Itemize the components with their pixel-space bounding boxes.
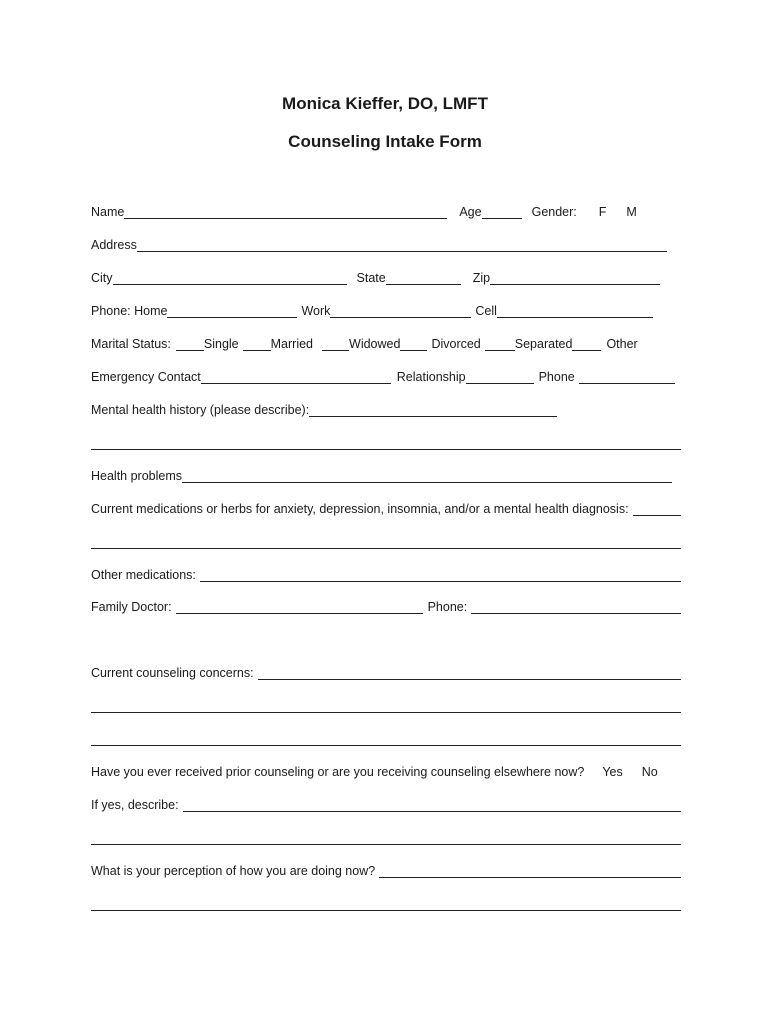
counseling-concerns-label: Current counseling concerns:: [91, 666, 254, 680]
gender-m-option[interactable]: M: [626, 205, 637, 219]
address-field[interactable]: [137, 238, 667, 252]
phone-row: [91, 301, 681, 319]
name-label: Name: [91, 205, 125, 219]
health-problems-field[interactable]: [182, 469, 672, 483]
counseling-concerns-field-3[interactable]: [91, 732, 681, 746]
state-field[interactable]: [386, 271, 461, 285]
mental-health-history-row: [91, 400, 681, 418]
current-medications-label: Current medications or herbs for anxiety, depression, insomnia, and/or a mental health diagnosis:: [91, 502, 629, 516]
health-problems-label: Health problems: [91, 469, 183, 483]
gender-f-option[interactable]: F: [598, 205, 607, 219]
emergency-contact-field[interactable]: [201, 370, 391, 384]
health-problems-row: [91, 466, 681, 484]
other-medications-row: [91, 565, 681, 583]
address-row: [91, 235, 681, 253]
if-yes-row: [91, 795, 681, 813]
prior-counseling-question: Have you ever received prior counseling or are you receiving counseling elsewhere now?: [91, 765, 585, 779]
family-doctor-row: [91, 597, 681, 615]
doctor-phone-field[interactable]: [471, 600, 681, 614]
widowed-blank[interactable]: [322, 337, 349, 351]
mental-health-history-line-2: [91, 433, 681, 451]
city-row: [91, 268, 681, 286]
perception-line-2: [91, 894, 681, 912]
relationship-field[interactable]: [466, 370, 534, 384]
emergency-phone-field[interactable]: [579, 370, 675, 384]
emergency-contact-label: Emergency Contact: [91, 370, 201, 384]
current-medications-field-2[interactable]: [91, 535, 681, 549]
separated-blank[interactable]: [485, 337, 515, 351]
emergency-phone-label: Phone: [538, 370, 575, 384]
if-yes-field-2[interactable]: [91, 831, 681, 845]
other-medications-label: Other medications:: [91, 568, 196, 582]
current-medications-row: [91, 499, 681, 517]
if-yes-label: If yes, describe:: [91, 798, 179, 812]
married-blank[interactable]: [243, 337, 271, 351]
phone-work-label: Work: [301, 304, 331, 318]
perception-label: What is your perception of how you are doing now?: [91, 864, 376, 878]
prior-counseling-yes[interactable]: Yes: [602, 765, 623, 779]
gender-label: Gender:: [531, 205, 577, 219]
family-doctor-label: Family Doctor:: [91, 600, 172, 614]
widowed-option: Widowed: [349, 337, 401, 351]
if-yes-line-2: [91, 828, 681, 846]
city-label: City: [91, 271, 113, 285]
zip-field[interactable]: [490, 271, 660, 285]
counseling-concerns-row: [91, 663, 681, 681]
provider-name: Monica Kieffer, DO, LMFT: [282, 94, 488, 113]
family-doctor-field[interactable]: [176, 600, 423, 614]
name-field[interactable]: [124, 205, 447, 219]
if-yes-field[interactable]: [183, 798, 681, 812]
current-medications-line-2: [91, 532, 681, 550]
other-option: Other: [606, 337, 638, 351]
other-medications-field[interactable]: [200, 568, 681, 582]
other-blank[interactable]: [572, 337, 601, 351]
married-option: Married: [270, 337, 314, 351]
prior-counseling-no[interactable]: No: [641, 765, 658, 779]
single-option: Single: [203, 337, 239, 351]
counseling-concerns-field[interactable]: [258, 666, 681, 680]
phone-cell-field[interactable]: [497, 304, 653, 318]
current-medications-field[interactable]: [633, 502, 681, 516]
mental-health-history-field-2[interactable]: [91, 436, 681, 450]
age-field[interactable]: [482, 205, 522, 219]
separated-option: Separated: [514, 337, 573, 351]
marital-status-row: [91, 334, 681, 352]
perception-field-2[interactable]: [91, 897, 681, 911]
emergency-contact-row: [91, 367, 681, 385]
state-label: State: [356, 271, 386, 285]
mental-health-history-label: Mental health history (please describe):: [91, 403, 310, 417]
counseling-concerns-field-2[interactable]: [91, 699, 681, 713]
phone-work-field[interactable]: [330, 304, 471, 318]
phone-home-label: Phone: Home: [91, 304, 168, 318]
form-title: Counseling Intake Form: [288, 132, 482, 151]
age-label: Age: [459, 205, 482, 219]
phone-cell-label: Cell: [475, 304, 497, 318]
single-blank[interactable]: [176, 337, 204, 351]
mental-health-history-field[interactable]: [309, 403, 557, 417]
phone-home-field[interactable]: [167, 304, 297, 318]
prior-counseling-row: [91, 762, 681, 780]
address-label: Address: [91, 238, 137, 252]
divorced-blank[interactable]: [400, 337, 427, 351]
name-row: [91, 202, 681, 220]
marital-status-label: Marital Status:: [91, 337, 171, 351]
doctor-phone-label: Phone:: [427, 600, 468, 614]
relationship-label: Relationship: [396, 370, 466, 384]
divorced-option: Divorced: [431, 337, 481, 351]
perception-row: [91, 861, 681, 879]
city-field[interactable]: [113, 271, 347, 285]
perception-field[interactable]: [379, 864, 681, 878]
zip-label: Zip: [472, 271, 491, 285]
counseling-concerns-line-2: [91, 696, 681, 714]
counseling-concerns-line-3: [91, 729, 681, 747]
